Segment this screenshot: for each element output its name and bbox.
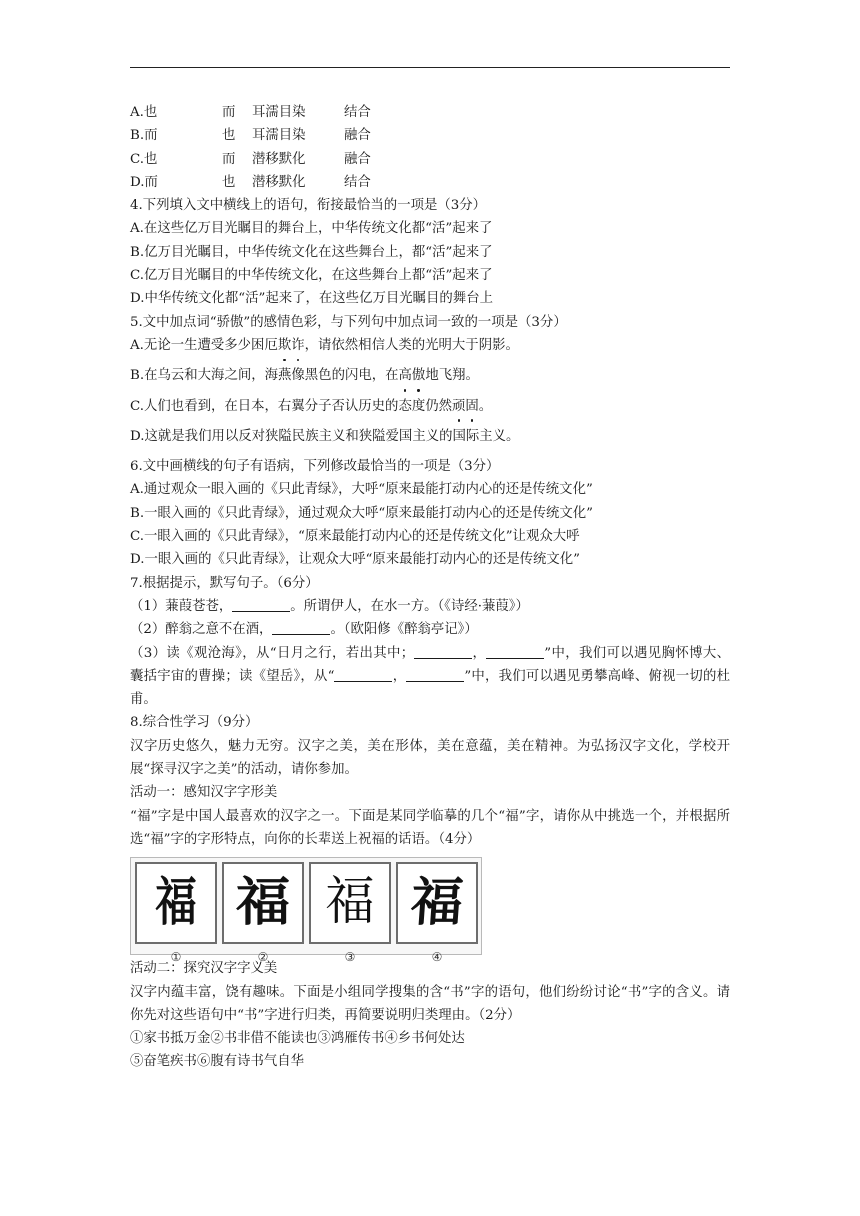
q5-option-d: D.这就是我们用以反对狭隘民族主义和狭隘爱国主义的国际主义。: [130, 428, 520, 444]
q4-option-b: B.亿万目光瞩目，中华传统文化在这些舞台上，都“活”起来了: [130, 244, 493, 260]
option-label: C.也: [130, 151, 158, 167]
option-word-2: 耳濡目染: [252, 128, 306, 144]
option-word-3: 融合: [344, 151, 371, 167]
q6-stem: 6.文中画横线的句子有语病，下列修改最恰当的一项是（3分）: [130, 459, 500, 475]
dotted-char: 顽: [452, 395, 465, 418]
phrases-line-2: ⑤奋笔疾书⑥腹有诗书气自华: [130, 1054, 305, 1070]
fu-number-4: ④: [431, 950, 443, 965]
item-text: （2）醉翁之意不在酒，: [130, 622, 273, 638]
activity-1-title: 活动一：感知汉字字形美: [130, 785, 278, 801]
option-word-1: 而: [222, 105, 236, 120]
item-text: （1）蒹葭苍苍，: [130, 598, 233, 614]
q4-option-c: C.亿万目光瞩目的中华传统文化，在这些舞台上都“活”起来了: [130, 268, 493, 284]
q5-option-b: [130, 364, 730, 387]
fu-sample-2: [222, 862, 304, 944]
q3-option-c: [130, 148, 730, 171]
option-word-1: 也: [222, 174, 236, 190]
answer-blank[interactable]: [486, 644, 544, 659]
option-word-1: 而: [222, 151, 236, 167]
fu-glyph: 福: [235, 872, 291, 934]
phrases-line-1: ①家书抵万金②书非借不能读也③鸿雁传书④乡书何处达: [130, 1031, 465, 1047]
fu-character-panel: [130, 857, 482, 965]
option-text: A.无论一生遭受多少困厄: [130, 337, 278, 353]
item-text: （3）读《观沧海》，从“日月之行，若出其中；: [130, 645, 415, 661]
item-text: ”中，我们可以遇见勇攀高峰、俯视一切的杜甫。: [130, 668, 730, 708]
q3-option-d: [130, 171, 730, 194]
option-word-3: 融合: [344, 128, 371, 144]
activity-2-title: 活动二：探究汉字字义美: [130, 961, 278, 977]
q5-stem: 5.文中加点词“骄傲”的感情色彩，与下列句中加点词一致的一项是（3分）: [130, 314, 567, 330]
q7-stem: 7.根据提示，默写句子。（6分）: [130, 575, 319, 591]
activity-2-text: 汉字内蕴丰富，饶有趣味。下面是小组同学搜集的含“书”字的语句，他们纷纷讨论“书”字的含义。请你先对这些语句中“书”字进行归类，再简要说明归类理由。（2分）: [130, 984, 730, 1023]
option-text: ，请依然相信人类的光明大于阴影。: [304, 337, 519, 353]
option-word-3: 结合: [344, 105, 371, 120]
dotted-char: 高: [399, 364, 412, 387]
q6-option-a: A.通过观众一眼入画的《只此青绿》，大呼“原来最能打动内心的还是传统文化”: [130, 482, 593, 498]
option-text: 地飞翔。: [425, 368, 479, 384]
dotted-char: 傲: [412, 364, 425, 387]
q3-option-a: [130, 101, 730, 124]
header-rule: [130, 67, 730, 68]
option-label: D.而: [130, 174, 158, 190]
q4-stem: 4.下列填入文中横线上的语句，衔接最恰当的一项是（3分）: [130, 198, 487, 214]
answer-blank[interactable]: [334, 667, 392, 682]
dotted-char: 诈: [291, 334, 304, 357]
q7-item-2: [130, 618, 730, 641]
activity-1-text: “福”字是中国人最喜欢的汉字之一。下面是某同学临摹的几个“福”字，请你从中挑选一个，并根据所选“福”字的字形特点，向你的长辈送上祝福的话语。（4分）: [130, 808, 730, 847]
q6-option-c: C.一眼入画的《只此青绿》，“原来最能打动内心的还是传统文化”让观众大呼: [130, 529, 580, 545]
answer-blank[interactable]: [406, 667, 464, 682]
option-label: A.也: [130, 105, 158, 120]
fu-sample-4: [396, 862, 478, 944]
fu-glyph: 福: [325, 874, 375, 932]
item-text: ，: [472, 645, 487, 661]
q7-item-3: [130, 642, 730, 712]
q6-option-d: D.一眼入画的《只此青绿》，让观众大呼“原来最能打动内心的还是传统文化”: [130, 552, 581, 568]
option-word-2: 耳濡目染: [252, 105, 306, 120]
option-text: B.在乌云和大海之间，海燕像黑色的闪电，在: [130, 368, 399, 384]
item-text: 。所谓伊人，在水一方。（《诗经·蒹葭》）: [290, 598, 529, 614]
option-word-2: 潜移默化: [252, 174, 306, 190]
q3-option-b: [130, 124, 730, 147]
dotted-char: 固: [465, 395, 478, 418]
document-body: [130, 101, 730, 1074]
fu-number-3: ③: [344, 950, 356, 965]
q8-title: 8.综合性学习（9分）: [130, 715, 259, 731]
fu-sample-3: [309, 862, 391, 944]
q6-option-b: B.一眼入画的《只此青绿》，通过观众大呼“原来最能打动内心的还是传统文化”: [130, 505, 593, 521]
q5-option-a: [130, 334, 730, 357]
fu-sample-1: [135, 862, 217, 944]
option-word-1: 也: [222, 128, 236, 144]
option-word-3: 结合: [344, 174, 371, 190]
item-text: 。（欧阳修《醉翁亭记》）: [330, 622, 478, 638]
answer-blank[interactable]: [232, 597, 290, 612]
q5-option-c: [130, 395, 730, 418]
answer-blank[interactable]: [414, 644, 472, 659]
q7-item-1: [130, 595, 730, 618]
fu-number-1: ①: [170, 950, 182, 965]
answer-blank[interactable]: [272, 620, 330, 635]
fu-glyph: 福: [408, 872, 466, 934]
item-text: ，: [392, 668, 407, 684]
option-label: B.而: [130, 128, 158, 144]
option-text: 。: [478, 398, 493, 414]
fu-glyph: 福: [155, 873, 197, 934]
q8-intro: 汉字历史悠久，魅力无穷。汉字之美，美在形体，美在意蕴，美在精神。为弘扬汉字文化，学校开展“探寻汉字之美”的活动，请你参加。: [130, 738, 730, 778]
option-text: C.人们也看到，在日本，右翼分子否认历史的态度仍然: [130, 398, 453, 414]
q4-option-a: A.在这些亿万目光瞩目的舞台上，中华传统文化都“活”起来了: [130, 221, 493, 237]
dotted-char: 欺: [278, 334, 291, 357]
q4-option-d: D.中华传统文化都“活”起来了，在这些亿万目光瞩目的舞台上: [130, 291, 493, 307]
option-word-2: 潜移默化: [252, 151, 306, 167]
item-text: ”中，我们可以遇见胸怀博大、囊括宇宙的曹操；读《望岳》，从“: [130, 645, 730, 684]
fu-number-2: ②: [257, 950, 269, 965]
